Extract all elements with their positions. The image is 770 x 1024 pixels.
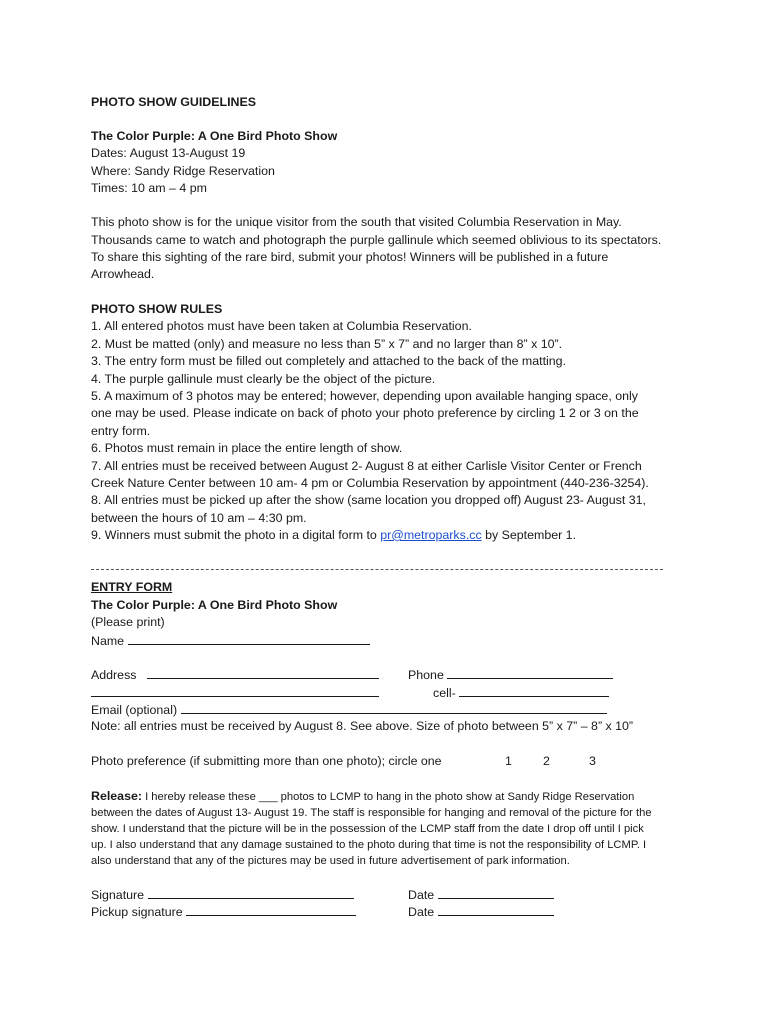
show-dates: Dates: August 13-August 19 [91,146,246,160]
rule-line: 8. All entries must be picked up after the show (same location you dropped off) August 23- August 31, [91,493,646,507]
preference-option-3[interactable]: 3 [589,754,596,768]
release-line-1 [91,788,634,806]
rule-line: 3. The entry form must be filled out completely and attached to the back of the matting. [91,354,567,368]
email-link[interactable]: pr@metroparks.cc [380,528,482,542]
pickup-date-row [408,903,554,921]
show-location: Where: Sandy Ridge Reservation [91,164,275,178]
rule-9-suffix: by September 1. [481,528,577,542]
rule-line: 7. All entries must be received between August 2- August 8 at either Carlisle Visitor Center or French [91,459,642,473]
intro-line: Thousands came to watch and photograph the purple gallinule which seemed oblivious to its spectators. [91,233,662,247]
show-times: Times: 10 am – 4 pm [91,181,207,195]
guidelines-heading: PHOTO SHOW GUIDELINES [91,95,256,109]
signature-label: Signature [91,888,145,902]
rule-line: between the hours of 10 am – 4:30 pm. [91,511,307,525]
name-field[interactable] [128,632,370,645]
pickup-signature-field[interactable] [186,903,356,916]
signature-row [91,886,354,904]
intro-line: Arrowhead. [91,267,155,281]
preference-option-1[interactable]: 1 [505,754,512,768]
email-row [91,701,607,719]
name-label: Name [91,634,125,648]
rule-line: 2. Must be matted (only) and measure no less than 5” x 7” and no larger than 8” x 10”. [91,337,563,351]
rule-line: 1. All entered photos must have been taken at Columbia Reservation. [91,319,472,333]
release-label: Release: [91,789,142,803]
date-field[interactable] [438,886,554,899]
release-line: also understand that any of the pictures may be used in future advertisement of park information. [91,855,570,867]
entry-form-title: The Color Purple: A One Bird Photo Show [91,598,338,612]
release-line: between the dates of August 13- August 19. The staff is responsible for hanging and removal of the picture for the [91,807,652,819]
email-label: Email (optional) [91,703,178,717]
photo-preference-label: Photo preference (if submitting more than one photo); circle one [91,754,442,768]
cut-line-divider [91,569,663,570]
cell-row [433,684,609,702]
release-line: show. I understand that the picture will be in the possession of the LCMP staff from the date I drop off until I pick [91,823,644,835]
intro-line: This photo show is for the unique visitor from the south that visited Columbia Reservation in May. [91,215,622,229]
pickup-row [91,903,356,921]
rule-line: Creek Nature Center between 10 am- 4 pm or Columbia Reservation by appointment (440-236-3254). [91,476,649,490]
address-label: Address [91,668,137,682]
intro-line: To share this sighting of the rare bird, submit your photos! Winners will be published in a future [91,250,609,264]
rule-line: entry form. [91,424,151,438]
pickup-label: Pickup signature [91,905,183,919]
pickup-date-field[interactable] [438,903,554,916]
phone-label: Phone [408,668,444,682]
address-row [91,666,379,684]
rules-heading: PHOTO SHOW RULES [91,302,223,316]
cell-label: cell- [433,686,456,700]
date-row [408,886,554,904]
phone-row [408,666,613,684]
entry-form-heading: ENTRY FORM [91,580,173,594]
email-field[interactable] [181,701,607,714]
signature-field[interactable] [148,886,354,899]
name-row [91,632,370,650]
rule-9 [91,527,576,544]
cell-field[interactable] [459,684,609,697]
size-note: Note: all entries must be received by August 8. See above. Size of photo between 5” x 7” – 8” x 10” [91,719,634,733]
rule-9-text: 9. Winners must submit the photo in a digital form to [91,528,381,542]
phone-field[interactable] [447,666,613,679]
please-print-note: (Please print) [91,615,165,629]
address-line-2 [91,684,379,702]
rule-line: 5. A maximum of 3 photos may be entered; however, depending upon available hanging space, only [91,389,638,403]
address-field-line-2[interactable] [91,684,379,697]
rule-line: 6. Photos must remain in place the entire length of show. [91,441,403,455]
pickup-date-label: Date [408,905,435,919]
preference-option-2[interactable]: 2 [543,754,550,768]
rule-line: 4. The purple gallinule must clearly be the object of the picture. [91,372,436,386]
release-line: up. I also understand that any damage sustained to the photo during that time is not the responsibility of LCMP. I [91,839,647,851]
release-text: I hereby release these ___ photos to LCMP to hang in the photo show at Sandy Ridge Reservation [141,791,635,803]
rule-line: one may be used. Please indicate on back of photo your photo preference by circling 1 2 or 3 on the [91,406,639,420]
show-title: The Color Purple: A One Bird Photo Show [91,129,338,143]
date-label: Date [408,888,435,902]
address-field[interactable] [147,666,379,679]
